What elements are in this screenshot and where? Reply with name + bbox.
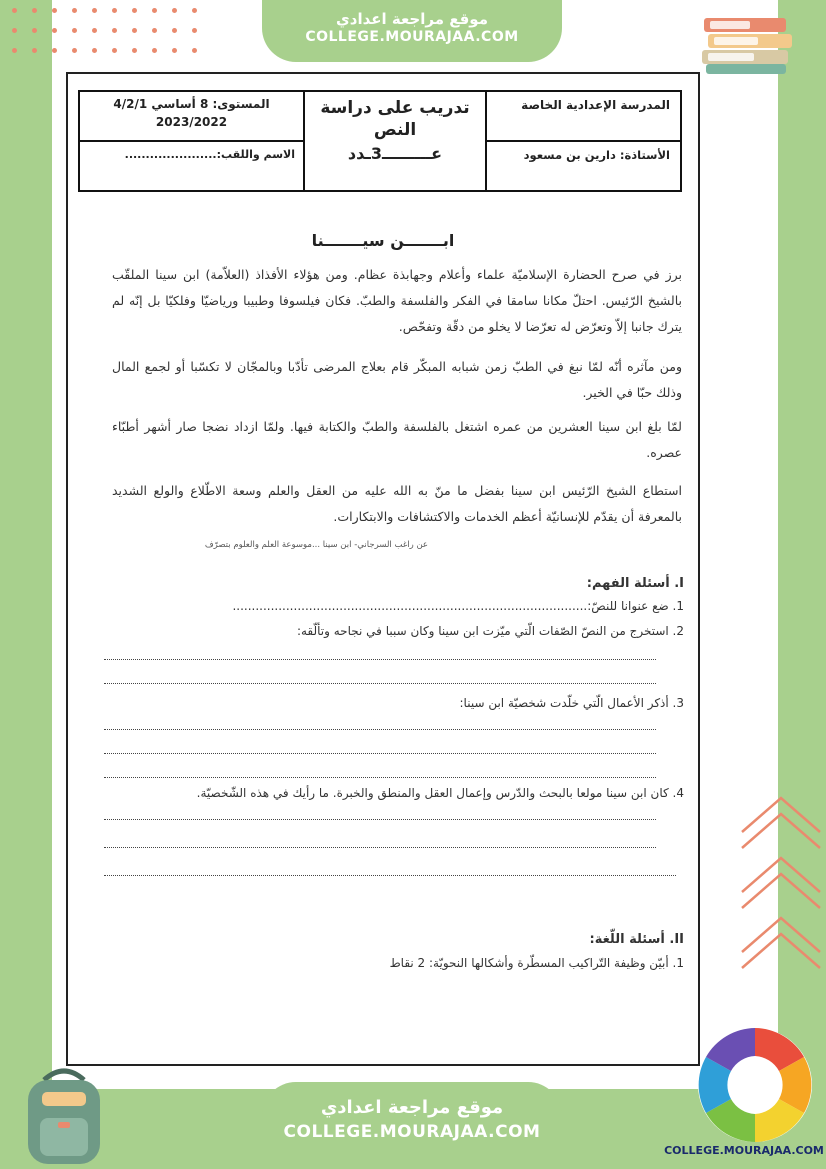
comprehension-heading: I. أسئلة الفهم: — [586, 576, 684, 591]
name-cell — [79, 141, 304, 191]
worksheet-title-line2: النص — [373, 120, 417, 140]
answer-line[interactable] — [104, 874, 676, 876]
header-table — [78, 90, 682, 192]
teacher-name: الأستاذة: دارين بن مسعود — [523, 148, 670, 162]
chevron-up-icon — [738, 792, 824, 982]
school-year: 2023/2022 — [155, 115, 228, 129]
text-source: عن راغب السرجاني- ابن سينا ...موسوعة العلم والعلوم بتصرّف — [204, 540, 428, 550]
teacher-cell — [486, 141, 681, 191]
student-name-field[interactable]: الاسم واللقب:...................... — [124, 148, 295, 161]
answer-line[interactable] — [104, 818, 656, 820]
logo-label[interactable]: COLLEGE.MOURAJAA.COM — [664, 1144, 824, 1157]
site-url-bottom[interactable]: COLLEGE.MOURAJAA.COM — [283, 1122, 541, 1142]
level: المستوى: 8 أساسي 4/2/1 — [113, 97, 270, 111]
school-cell — [486, 91, 681, 141]
site-banner-bottom[interactable] — [262, 1082, 562, 1169]
site-name-arabic: موقع مراجعة اعدادي — [336, 10, 488, 28]
backpack-icon — [18, 1062, 110, 1166]
paragraph-1: برز في صرح الحضارة الإسلاميّة علماء وأعلام وجهابذة عظام. ومن هؤلاء الأفذاذ (العلاّمة) ابن سينا الملقّب بالشيخ الرّئيس. احتلّ مكانا سامقا في الفكر والفلسفة والطبّ. فكان فيلسوفا وطبيبا ورياضيّا وفلكيّا بل إنّه لم يترك جانبا إلاّ وتعرّض له تعرّضا لا يخلو من دقّة وتفحّص. — [112, 267, 682, 334]
worksheet-title: تدريب على دراسة — [320, 98, 470, 118]
worksheet — [66, 72, 700, 1066]
paragraph-4: استطاع الشيخ الرّئيس ابن سينا بفضل ما منّ به الله عليه من العقل والعلم وسعة الاطّلاع والولع الشديد بالمعرفة أن يقدّم للإنسانيّة أعظم الخدمات والاكتشافات والابتكارات. — [112, 483, 682, 524]
answer-line[interactable] — [104, 682, 656, 684]
answer-line[interactable] — [104, 776, 656, 778]
question-1: 1. ضع عنوانا للنصّ:............................................................................................. — [232, 599, 684, 613]
site-name-arabic-bottom: موقع مراجعة اعدادي — [320, 1097, 504, 1118]
paragraph-2: ومن مآثره أنّه لمّا نبغ في الطبّ زمن شبابه المبكّر قام بعلاج المرضى تأدّبا وبالمجّان لا تكسّبا أو لجمع المال وذلك حبّا في الخير. — [112, 359, 682, 400]
decorative-dots — [0, 0, 210, 60]
language-heading: II. أسئلة اللّغة: — [589, 932, 684, 947]
site-banner-top[interactable] — [262, 0, 562, 62]
language-question-1: 1. أبيّن وظيفة التّراكيب المسطّرة وأشكالها النحويّة: 2 نقاط — [389, 956, 684, 970]
question-3: 3. أذكر الأعمال الّتي خلّدت شخصيّة ابن سينا: — [459, 696, 684, 710]
right-frame — [778, 0, 826, 1169]
level-cell — [79, 91, 304, 141]
answer-line[interactable] — [104, 846, 656, 848]
books-icon — [700, 14, 796, 76]
worksheet-number: عـــــــــ3ـدد — [347, 144, 443, 163]
answer-line[interactable] — [104, 658, 656, 660]
site-url[interactable]: COLLEGE.MOURAJAA.COM — [305, 29, 519, 45]
answer-line[interactable] — [104, 752, 656, 754]
paragraph-3: لمّا بلغ ابن سينا العشرين من عمره اشتغل بالفلسفة والطبّ والكتابة فيها. ولمّا ازداد نضجا صار أشهر أطبّاء عصره. — [112, 419, 682, 460]
text-title: ابـــــــن سيـــــــنا — [311, 231, 455, 250]
school-name: المدرسة الإعدادية الخاصة — [521, 98, 670, 112]
title-cell — [304, 91, 486, 191]
left-frame — [0, 0, 52, 1169]
question-4: 4. كان ابن سينا مولعا بالبحث والدّرس وإعمال العقل والمنطق والخبرة. ما رأيك في هذه الشّخصيّة. — [196, 786, 684, 800]
logo-wheel-icon[interactable] — [696, 1026, 814, 1144]
answer-line[interactable] — [104, 728, 656, 730]
question-2: 2. استخرج من النصّ الصّفات الّتي ميّزت ابن سينا وكان سببا في نجاحه وتألّقه: — [296, 624, 684, 638]
